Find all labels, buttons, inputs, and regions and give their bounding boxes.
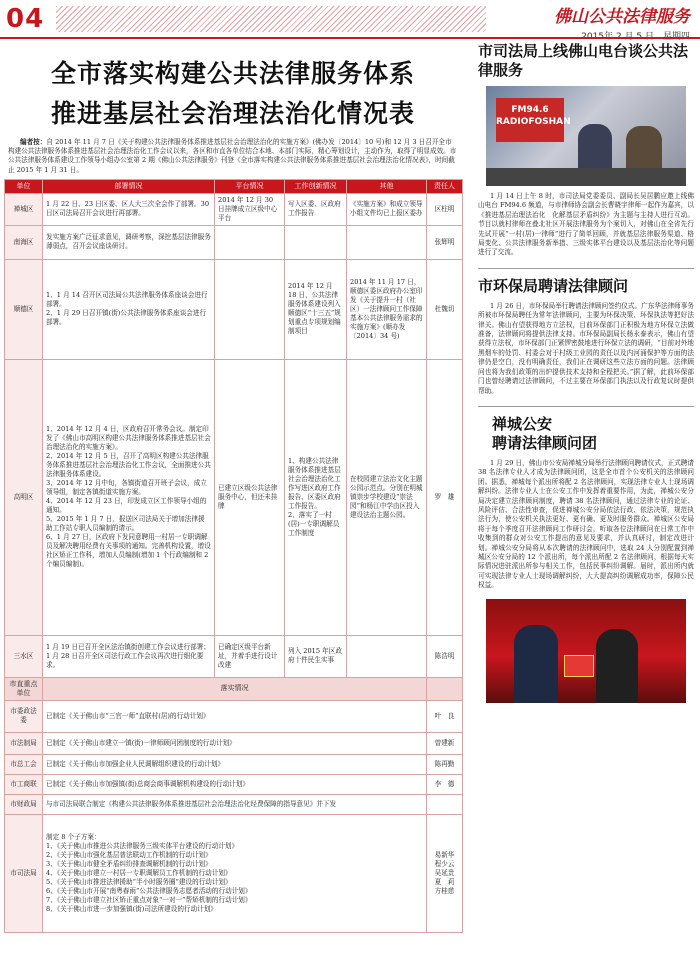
col-innovation: 工作创新情况: [285, 179, 347, 193]
story-radio-title: 市司法局上线佛山电台谈公共法律服务: [478, 42, 689, 79]
col-deploy: 部署情况: [43, 179, 215, 193]
col-platform: 平台情况: [215, 179, 285, 193]
deploy-cell: 1、1 月 14 召开区司法局公共法律服务体系座谈会进行部署。 2、1 月 29 日召开镇(街)公共法律服务体系座谈会进行部署。: [43, 259, 215, 359]
agency-status: 已制定《关于佛山市加强镇(街)总商会商事调解机构建设的行动计划》: [43, 774, 427, 794]
platform-cell: [215, 259, 285, 359]
agency-name: 市总工会: [5, 754, 43, 774]
agency-status: 已制定《关于佛山市加强企业人民调解组织建设的行动计划》: [43, 754, 427, 774]
story-radio-body: 1 月 14 日上午 8 时，市司法局党委委员、副局长吴居鹏应邀上线佛山电台 FM94.6 频道，与市律师协会副会长曹晓宇律师一起作为嘉宾，以《推进基层治理法治化 化解基层矛盾纠纷》为主题与主持人进行互动。节目以就村律师在叠北社区开展法律服务为个案切入，对佛山在全省先行先试开展“一村(居)一律师”进行了简单回顾，并就基层法律服务渠道、格局变化、公共法律服务新举措、三级实体平台建设以及基层法治化等问题进行了交流。: [478, 192, 694, 257]
agency-row: [5, 700, 463, 732]
responsible-cell: 陈浩明: [427, 635, 463, 677]
innovation-cell: 2014 年 12 月 18 日，公共法律服务体系建设列入顺德区“十三五”规划重点专项规划编制项目: [285, 259, 347, 359]
district-name: 禅城区: [5, 193, 43, 225]
page-header: [0, 0, 700, 38]
deploy-cell: 发实施方案广泛征求意见，调研考察，深挖基层法律服务薄弱点，召开会议座谈研讨。: [43, 225, 215, 259]
district-table-header: [5, 179, 463, 193]
other-cell: 在校园建立法治文化主题公园示范点。分别在明城镇崇步学校建设“崇法园”和杨江中学由区投入建设法治主题公园。: [347, 359, 427, 635]
ceremony-photo: [486, 599, 686, 703]
fm-station-logo: FM94.6 RADIOFOSHAN: [496, 98, 564, 142]
page-number: 04: [6, 4, 45, 34]
innovation-cell: 列入 2015 年区政府十件民生实事: [285, 635, 347, 677]
agency-responsible: 叶 良: [427, 700, 463, 732]
story-police-title: 禅城公安 聘请法律顾问团: [492, 414, 598, 452]
innovation-cell: 1、构建公共法律服务体系推进基层社会治理法治化工作写进区政府工作报告、区委区政府工作报告。 2、落实了一村(居)一专职调解员工作制度: [285, 359, 347, 635]
agency-table-header: [5, 677, 463, 700]
editor-note: [8, 138, 458, 175]
agency-row: [5, 754, 463, 774]
col-other: 其他: [347, 179, 427, 193]
agency-status: 已制定《关于佛山市建立一镇(街)一律师顾问团制度的行动计划》: [43, 732, 427, 754]
responsible-cell: 杜魏切: [427, 259, 463, 359]
agency-responsible: 李 德: [427, 774, 463, 794]
story-environment-title: 市环保局聘请法律顾问: [478, 276, 629, 295]
editor-note-text: 自 2014 年 11 月 7 日《关于构建公共法律服务体系推进基层社会治理法治化的实施方案》(佛办发〔2014〕10 号)和 12 月 3 日召开全市构建公共法律服务体系推进基层社会治理法治化工作会议以来，各区和市直各单位结合本地、本部门实际，精心筹划设计，主动作为，取得了明显成效。市公共法律服务体系建设工作领导小组办公室第 2 期《佛山公共法律服务》刊登《全市落实构建公共法律服务体系推进基层社会治理法治化情况表》，时间截止 2015 年 1 月 31 日。: [8, 138, 457, 174]
agency-row: [5, 794, 463, 814]
issue-date: [554, 29, 690, 42]
other-cell: [347, 635, 427, 677]
headline-line-2: 推进基层社会治理法治化情况表: [50, 99, 415, 128]
agency-name: 市工商联: [5, 774, 43, 794]
other-cell: 《实施方案》和成立领导小组文件均已上报区委办: [347, 193, 427, 225]
deploy-cell: 1 月 22 日、23 日区委、区人大三次全会作了部署。30 日区司法局召开会议进行再部署。: [43, 193, 215, 225]
deploy-cell: 1、2014 年 12 月 4 日，区政府召开常务会议。制定印发了《佛山市高明区构建公共法律服务体系推进基层社会治理法治化的实施方案》。 2、2014 年 12 月 5 日，召开了高明区构建公共法律服务体系推进基层社会治理法治化工作会议，全面推进公共法律服务体系建设。 3、2014 年 12 月中旬，各镇街道召开班子会议，成立领导组，制定各镇街道实施方案。 4、2014 年 12 月 23 日，印发成立区工作领导小组的通知。 5、2015 年 1 月 7 日，报送区司法局关于增加法律援助工作站专职人员编制的请示。 6、1 月 27 日，区政府下发同意聘用一村居一专职调解员及解决聘用经费有关事项的通知。完善机构设置，增设社区矫正工作科，增加人员编制(增加 1 个行政编制和 2 个编员编制)。: [43, 359, 215, 635]
photo-person: [596, 629, 638, 703]
district-row: [5, 359, 463, 635]
story-environment-body: 1 月 26 日，市环保局举行聘请法律顾问签约仪式。广东华法律师事务所被市环保局聘任为常年法律顾问，主要为环保决策、环保执法等把好法律关。佛山有望获得地方立法权，目前环保部门正积极为地方环保立法做准备，法律顾问将提供法律支持。市环保局副局长杨永泰表示，佛山有望获得立法权，市环保部门正紧锣密鼓地进行环保立法的调研，“目前对外地黑烟车的处罚、村委会对于村级工业园的责任以及内河涌保护等方面的法律仍是空白，没有明确责任，我们正在调研这些立法方面的问题。法律顾问也将为我们政策的出炉提供技术支持和全程把关。”据了解，此前环保部门也曾经聘请过法律顾问，不过主要在环保部门执法以及行政复议时提供帮助。: [478, 301, 694, 395]
district-row: [5, 259, 463, 359]
deploy-cell: 1 月 19 日已召开全区法治镇街创建工作会议进行部署；1 月 28 日召开全区司法行政工作会议再次进行细化要求。: [43, 635, 215, 677]
story-environment: [478, 277, 694, 396]
story-radio: [478, 42, 694, 258]
story-police: [478, 415, 694, 703]
responsible-cell: 区柱明: [427, 193, 463, 225]
responsible-cell: 张辉明: [427, 225, 463, 259]
story-police-body: 1 月 29 日，佛山市公安局禅城分局举行法律顾问聘请仪式，正式聘请 38 名法律专业人才成为法律顾问团，这是全市首个公安机关的法律顾问团。据悉，禅城每个派出所将配 2 名法律顾问，实现法律专业人士现场调解纠纷。法律专业人士在公安工作中发挥着重要作用，为此，禅城公安分局决定建立法律顾问制度，聘请 38 名法律顾问，通过法律专业的论证、风险评估、合法性审查，促进禅城公安分局依法行政、依法决策，规范执法行为，使公安机关执法更好、更有确、更及时服务群众。禅城区公安局将于每个季度召开法律顾问工作研讨会，听取各位法律顾问在日常工作中收集到的群众对公安工作提出的意见及要求，并认真研讨，制定改进计划。禅城公安分局将从本次聘请的法律顾问中，选取 24 人分别配置到禅城区公安分局的 12 个派出所，每个派出所配 2 名法律顾问，根据每天实际情况进驻派出所参与相关工作，包括民事纠纷调解。届时，派出所内就可实现法律专业人士现场调解纠纷，大大提高纠纷调解成功率，保障公民权益。: [478, 458, 694, 590]
agency-responsible: 曾建新: [427, 732, 463, 754]
agency-row: [5, 732, 463, 754]
agency-responsible: [427, 794, 463, 814]
photo-desk: [486, 168, 686, 186]
header-rule: [0, 37, 700, 39]
article-headline: [4, 54, 462, 130]
district-name: 高明区: [5, 359, 43, 635]
masthead: [554, 2, 690, 42]
col-agency-unit: 市直重点单位: [5, 677, 43, 700]
other-cell: 2014 年 11 月 17 日，顺德区委区政府办公室印发《关于提升一村（社区）一法律顾问工作保障基本公共法律服务需求的实施方案》(顺办发〔2014〕34 号): [347, 259, 427, 359]
col-agency-responsible: [427, 677, 463, 700]
agency-responsible: 易新华 程少云 吴延贵 夏 莉 方桂慈: [427, 814, 463, 932]
photo-person: [514, 625, 558, 703]
agency-table: [4, 677, 463, 933]
sidebar: [478, 42, 694, 703]
district-row: [5, 193, 463, 225]
responsible-cell: 罗 雄: [427, 359, 463, 635]
platform-cell: [215, 225, 285, 259]
district-name: 南海区: [5, 225, 43, 259]
divider: [478, 406, 694, 407]
radio-studio-photo: [486, 86, 686, 186]
district-row: [5, 635, 463, 677]
agency-status: 已制定《关于佛山市“三官一师”直联村(居)的行动计划》: [43, 700, 427, 732]
platform-cell: 2014 年 12 月 30 日挂牌成立区级中心平台: [215, 193, 285, 225]
header-decoration: [56, 6, 486, 32]
agency-row: [5, 814, 463, 932]
agency-row: [5, 774, 463, 794]
col-responsible: 责任人: [427, 179, 463, 193]
platform-cell: 已建立区级公共法律服务中心，但还未挂牌: [215, 359, 285, 635]
district-table: [4, 179, 463, 678]
photo-certificate: [564, 655, 594, 677]
main-article: [4, 42, 462, 966]
masthead-title: 佛山公共法律服务: [554, 7, 690, 27]
district-name: 三水区: [5, 635, 43, 677]
editor-note-lead: 编者按：: [20, 138, 47, 146]
innovation-cell: 写入区委、区政府工作报告: [285, 193, 347, 225]
divider: [478, 268, 694, 269]
agency-name: 市司法局: [5, 814, 43, 932]
agency-responsible: 陈再勤: [427, 754, 463, 774]
agency-status: 与市司法局联合制定《构建公共法律服务体系推进基层社会治理法治化经费保障的指导意见》并下发: [43, 794, 427, 814]
agency-status: 制定 8 个子方案： 1、《关于佛山市推进公共法律服务三级实体平台建设的行动计划》 2、《关于佛山市强化基层普法联动工作机制的行动计划》 3、《关于佛山市健全矛盾纠纷排查调解机制的行动计划》 4、《关于佛山市建立一村居一专职调解员工作机制的行动计划》 5、《关于佛山市推进法律援助“半小时服务圈”建设的行动计划》 6、《关于佛山市开展“南粤春雨”公共法律服务志愿者活动的行动计划》 7、《关于佛山市建立社区矫正重点对象“一对一”帮矫机制的行动计划》 8、《关于佛山市进一步加强镇(街)司法所建设的行动计划》: [43, 814, 427, 932]
agency-name: 市委政法委: [5, 700, 43, 732]
headline-line-1: 全市落实构建公共法律服务体系: [50, 59, 415, 88]
platform-cell: 已确定区级平台新址，并着手进行设计改建: [215, 635, 285, 677]
col-unit: 单位: [5, 179, 43, 193]
district-name: 顺德区: [5, 259, 43, 359]
agency-name: 市财政局: [5, 794, 43, 814]
innovation-cell: [285, 225, 347, 259]
col-agency-status: 落实情况: [43, 677, 427, 700]
district-row: [5, 225, 463, 259]
agency-name: 市法制局: [5, 732, 43, 754]
other-cell: [347, 225, 427, 259]
